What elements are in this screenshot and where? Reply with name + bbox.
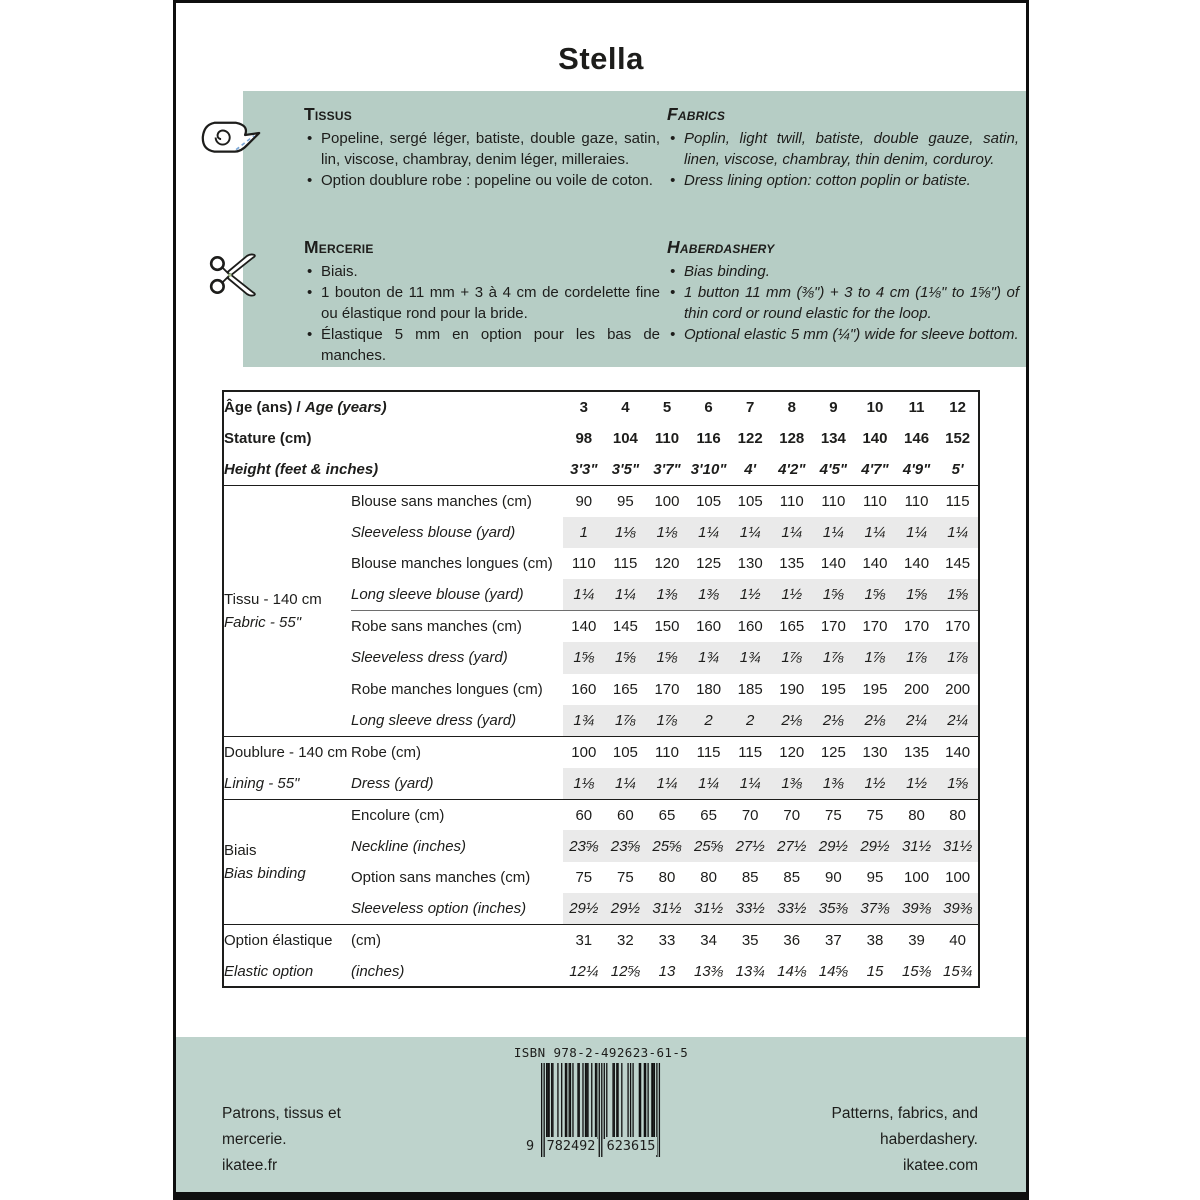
size-value-cell: 2¼ — [896, 705, 938, 736]
size-value-cell: 1¼ — [646, 768, 688, 799]
size-value-cell: 145 — [605, 611, 647, 642]
size-value-cell: 110 — [646, 736, 688, 767]
row-label: Neckline (inches) — [351, 837, 467, 855]
size-value-cell: 29½ — [813, 830, 855, 861]
size-value-cell: 2⅛ — [813, 705, 855, 736]
tissus-block-fr — [304, 104, 660, 191]
row-label: Robe manches longues (cm) — [351, 680, 543, 698]
size-value-cell: 1⅜ — [771, 768, 813, 799]
header-value-cell: 4'2" — [778, 460, 806, 478]
size-value-cell: 120 — [654, 555, 680, 573]
size-value-cell: 1⅝ — [896, 579, 938, 610]
row-label: Sleeveless blouse (yard) — [351, 523, 516, 541]
header-value-cell: 122 — [737, 429, 763, 447]
size-value-cell: 130 — [737, 555, 763, 573]
row-label: Blouse manches longues (cm) — [351, 555, 553, 573]
row-label: Sleeveless option (inches) — [351, 900, 527, 918]
section-label: Lining - 55" — [224, 774, 300, 792]
size-value-cell: 100 — [563, 736, 605, 767]
fabrics-block-en — [667, 104, 1019, 191]
header-label-cell: Stature (cm) — [224, 429, 312, 447]
size-value-cell: 1⅞ — [605, 705, 647, 736]
header-value-cell: 11 — [908, 398, 925, 416]
size-value-cell: 170 — [937, 611, 979, 642]
isbn-label: ISBN 978-2-492623-61-5 — [513, 1045, 689, 1060]
size-value-cell: 200 — [945, 680, 971, 698]
fabrics-bullets — [667, 128, 1019, 191]
section-label: Tissu - 140 cm Fabric - 55" — [223, 485, 351, 736]
size-value-cell: 100 — [945, 869, 971, 887]
fabrics-heading: Fabrics — [667, 104, 726, 124]
size-value-cell: 170 — [854, 611, 896, 642]
header-value-cell: 8 — [787, 398, 796, 416]
size-value-cell: 115 — [688, 736, 730, 767]
size-value-cell: 1¼ — [605, 768, 647, 799]
size-value-cell: 1⅜ — [688, 579, 730, 610]
size-value-cell: 150 — [646, 611, 688, 642]
header-value-cell: 3 — [579, 398, 588, 416]
size-value-cell: 170 — [654, 680, 680, 698]
size-value-cell: 80 — [700, 869, 717, 887]
size-value-cell: 25⅝ — [646, 830, 688, 861]
materials-info-box — [243, 91, 1026, 367]
fabric-roll-icon — [199, 112, 263, 172]
header-value-cell: 7 — [746, 398, 755, 416]
size-value-cell: 14⅝ — [818, 962, 848, 980]
size-value-cell: 1½ — [771, 579, 813, 610]
footer-right-text — [832, 1101, 978, 1179]
size-value-cell: 38 — [854, 925, 896, 956]
size-value-cell: 1⅝ — [646, 642, 688, 673]
header-label-cell: Height (feet & inches) — [224, 460, 379, 478]
header-value-cell: 110 — [654, 429, 680, 447]
size-value-cell: 29½ — [563, 893, 605, 924]
header-value-cell: 12 — [949, 398, 966, 416]
size-value-cell: 90 — [825, 869, 842, 887]
size-value-cell: 160 — [571, 680, 597, 698]
size-value-cell: 1⅛ — [605, 517, 647, 548]
size-value-cell: 90 — [563, 485, 605, 516]
header-value-cell: 3'3" — [570, 460, 598, 478]
size-value-cell: 31½ — [646, 893, 688, 924]
mercerie-bullets — [304, 261, 660, 366]
size-value-cell: 80 — [896, 799, 938, 830]
size-value-cell: 60 — [605, 799, 647, 830]
size-value-cell: 1⅞ — [813, 642, 855, 673]
list-item: ikatee.fr — [222, 1157, 278, 1174]
row-label: Robe sans manches (cm) — [351, 611, 563, 642]
size-value-cell: 1¼ — [729, 768, 771, 799]
size-value-cell: 75 — [854, 799, 896, 830]
header-value-cell: 146 — [904, 429, 930, 447]
header-value-cell: 134 — [820, 429, 846, 447]
size-value-cell: 165 — [612, 680, 638, 698]
list-item: mercerie. — [222, 1131, 287, 1148]
table-header-row — [223, 454, 979, 485]
size-value-cell: 1¼ — [854, 517, 896, 548]
size-value-cell: 1½ — [729, 579, 771, 610]
table-row — [223, 799, 979, 830]
row-label: Dress (yard) — [351, 774, 434, 792]
row-label: Blouse sans manches (cm) — [351, 485, 563, 516]
size-value-cell: 65 — [688, 799, 730, 830]
size-value-cell: 1¼ — [563, 579, 605, 610]
size-value-cell: 13 — [658, 962, 676, 980]
header-value-cell: 4' — [744, 460, 757, 478]
size-value-cell: 23⅝ — [605, 830, 647, 861]
size-value-cell: 31½ — [937, 830, 979, 861]
header-label-cell: Âge (ans) / Age (years) — [224, 398, 387, 416]
list-item: • Popeline, sergé léger, batiste, double gaze, satin, lin, viscose, chambray, denim léger, milleraies. — [304, 128, 660, 170]
section-label: Biais Bias binding — [223, 799, 351, 925]
size-value-cell: 29½ — [854, 830, 896, 861]
size-value-cell: 1⅛ — [646, 517, 688, 548]
barcode — [526, 1063, 661, 1159]
table-row — [223, 736, 979, 767]
mercerie-heading: Mercerie — [304, 237, 374, 257]
size-value-cell: 1¼ — [688, 517, 730, 548]
size-value-cell: 180 — [696, 680, 722, 698]
size-value-cell: 15¾ — [943, 962, 973, 980]
row-label: Long sleeve dress (yard) — [351, 711, 517, 729]
row-label: Robe (cm) — [351, 736, 563, 767]
size-value-cell: 1⅝ — [813, 579, 855, 610]
size-value-cell: 130 — [854, 736, 896, 767]
size-value-cell: 100 — [904, 869, 930, 887]
size-value-cell: 1¼ — [771, 517, 813, 548]
list-item: • 1 bouton de 11 mm + 3 à 4 cm de cordelette fine ou élastique rond pour la bride. — [304, 282, 660, 324]
section-label: Option élastique — [223, 925, 351, 956]
header-value-cell: 128 — [779, 429, 805, 447]
size-value-cell: 200 — [904, 680, 930, 698]
row-label: (cm) — [351, 925, 563, 956]
size-value-cell: 140 — [820, 555, 846, 573]
size-value-cell: 165 — [771, 611, 813, 642]
section-label: Doublure - 140 cm — [223, 736, 351, 767]
size-value-cell: 15⅜ — [901, 962, 932, 980]
size-value-cell: 35⅜ — [813, 893, 855, 924]
list-item: • Dress lining option: cotton poplin or batiste. — [667, 170, 1019, 191]
size-value-cell: 1¼ — [813, 517, 855, 548]
size-value-cell: 27½ — [771, 830, 813, 861]
header-value-cell: 5' — [951, 460, 964, 478]
row-label: (inches) — [351, 962, 405, 980]
size-value-cell: 1¼ — [688, 768, 730, 799]
size-value-cell: 35 — [729, 925, 771, 956]
list-item: Patterns, fabrics, and — [831, 1105, 978, 1122]
size-value-cell: 33 — [646, 925, 688, 956]
header-value-cell: 98 — [575, 429, 593, 447]
size-value-cell: 39⅜ — [937, 893, 979, 924]
table-header-row — [223, 391, 979, 422]
size-value-cell: 70 — [729, 799, 771, 830]
size-value-cell: 12⅝ — [610, 962, 640, 980]
list-item: Patrons, tissus et — [222, 1105, 341, 1122]
size-value-cell: 135 — [896, 736, 938, 767]
size-value-cell: 1½ — [896, 768, 938, 799]
size-value-cell: 31½ — [896, 830, 938, 861]
size-value-cell: 34 — [688, 925, 730, 956]
size-value-cell: 2 — [729, 705, 771, 736]
size-value-cell: 1¾ — [563, 705, 605, 736]
size-value-cell: 140 — [862, 555, 888, 573]
header-value-cell: 5 — [662, 398, 672, 416]
size-value-cell: 110 — [771, 485, 813, 516]
size-value-cell: 32 — [605, 925, 647, 956]
header-value-cell: 6 — [704, 398, 713, 416]
size-value-cell: 23⅝ — [563, 830, 605, 861]
size-value-cell: 36 — [771, 925, 813, 956]
size-value-cell: 40 — [937, 925, 979, 956]
size-value-cell: 1⅝ — [563, 642, 605, 673]
size-value-cell: 1⅞ — [896, 642, 938, 673]
size-value-cell: 140 — [563, 611, 605, 642]
size-value-cell: 2⅛ — [771, 705, 813, 736]
size-value-cell: 125 — [696, 555, 722, 573]
size-value-cell: 1⅜ — [813, 768, 855, 799]
size-value-cell: 37 — [813, 925, 855, 956]
size-value-cell: 1¼ — [937, 517, 979, 548]
size-value-cell: 170 — [896, 611, 938, 642]
table-row — [223, 768, 979, 799]
size-value-cell: 33½ — [771, 893, 813, 924]
table-row — [223, 485, 979, 516]
size-value-cell: 60 — [563, 799, 605, 830]
size-value-cell: 1⅝ — [937, 579, 979, 610]
mercerie-block-fr — [304, 237, 660, 366]
list-item: • Bias binding. — [667, 261, 1019, 282]
haberdashery-bullets — [667, 261, 1019, 345]
size-value-cell: 115 — [729, 736, 771, 767]
header-value-cell: 3'10" — [690, 460, 727, 478]
size-value-cell: 12¼ — [569, 962, 599, 980]
size-table-body — [223, 391, 979, 987]
size-value-cell: 75 — [575, 869, 593, 887]
size-value-cell: 1¾ — [688, 642, 730, 673]
size-value-cell: 195 — [862, 680, 888, 698]
size-value-cell: 31 — [563, 925, 605, 956]
size-value-cell: 15 — [866, 962, 884, 980]
barcode-digits-right: 623615 — [606, 1138, 656, 1154]
size-value-cell: 80 — [658, 869, 676, 887]
size-value-cell: 170 — [813, 611, 855, 642]
size-value-cell: 185 — [737, 680, 763, 698]
size-value-cell: 1⅛ — [563, 768, 605, 799]
size-value-cell: 75 — [617, 869, 634, 887]
size-value-cell: 140 — [904, 555, 930, 573]
scissors-icon — [207, 248, 259, 302]
size-value-cell: 195 — [820, 680, 846, 698]
size-value-cell: 1¼ — [729, 517, 771, 548]
footer-left-text — [222, 1101, 341, 1179]
size-value-cell: 31½ — [688, 893, 730, 924]
size-value-cell: 70 — [771, 799, 813, 830]
row-label: Option sans manches (cm) — [351, 869, 531, 887]
pattern-title: Stella — [558, 41, 644, 76]
size-value-cell: 75 — [813, 799, 855, 830]
list-item: • Élastique 5 mm en option pour les bas de manches. — [304, 324, 660, 366]
section-label: Elastic option — [224, 962, 314, 980]
footer-band — [176, 1037, 1026, 1192]
barcode-digits-left: 782492 — [546, 1138, 596, 1154]
header-value-cell: 140 — [862, 429, 888, 447]
size-value-cell: 13¾ — [735, 962, 765, 980]
size-value-cell: 2⅛ — [854, 705, 896, 736]
haberdashery-heading: Haberdashery — [667, 237, 775, 257]
barcode-block — [491, 1045, 711, 1159]
list-item: • Option doublure robe : popeline ou voile de coton. — [304, 170, 660, 191]
size-value-cell: 100 — [646, 485, 688, 516]
size-value-cell: 115 — [937, 485, 979, 516]
size-value-cell: 110 — [854, 485, 896, 516]
list-item: ikatee.com — [903, 1157, 978, 1174]
size-value-cell: 2 — [688, 705, 730, 736]
list-item: • Optional elastic 5 mm (¼") wide for sleeve bottom. — [667, 324, 1019, 345]
size-value-cell: 105 — [729, 485, 771, 516]
header-value-cell: 116 — [696, 429, 721, 447]
header-value-cell: 9 — [829, 398, 838, 416]
size-value-cell: 145 — [945, 555, 971, 573]
size-value-cell: 39 — [896, 925, 938, 956]
barcode-digit-first: 9 — [526, 1138, 535, 1154]
row-label: Encolure (cm) — [351, 799, 563, 830]
size-value-cell: 13⅜ — [693, 962, 724, 980]
size-value-cell: 65 — [646, 799, 688, 830]
size-value-cell: 110 — [571, 555, 596, 573]
size-value-cell: 1¼ — [896, 517, 938, 548]
table-header-row — [223, 422, 979, 453]
size-value-cell: 160 — [729, 611, 771, 642]
size-value-cell: 37⅜ — [854, 893, 896, 924]
header-value-cell: 4'9" — [902, 460, 931, 478]
size-value-cell: 140 — [937, 736, 979, 767]
header-value-cell: 3'7" — [653, 460, 681, 478]
size-value-cell: 1¼ — [605, 579, 647, 610]
size-value-cell: 115 — [613, 555, 638, 573]
size-value-cell: 85 — [783, 869, 801, 887]
header-value-cell: 4'7" — [861, 460, 889, 478]
size-value-cell: 1⅞ — [771, 642, 813, 673]
size-value-cell: 1¾ — [729, 642, 771, 673]
row-label: Sleeveless dress (yard) — [351, 649, 508, 667]
header-value-cell: 104 — [612, 429, 638, 447]
table-row — [223, 925, 979, 956]
size-chart-table — [222, 390, 980, 988]
size-value-cell: 29½ — [605, 893, 647, 924]
header-value-cell: 3'5" — [611, 460, 640, 478]
size-value-cell: 1⅝ — [854, 579, 896, 610]
size-value-cell: 160 — [688, 611, 730, 642]
tissus-heading: Tissus — [304, 104, 352, 124]
row-label: Long sleeve blouse (yard) — [351, 586, 524, 604]
size-value-cell: 39⅜ — [896, 893, 938, 924]
pattern-envelope-back — [173, 0, 1029, 1200]
size-value-cell: 1⅞ — [937, 642, 979, 673]
size-value-cell: 1⅝ — [937, 768, 979, 799]
size-value-cell: 85 — [741, 869, 759, 887]
size-value-cell: 105 — [605, 736, 647, 767]
size-value-cell: 80 — [937, 799, 979, 830]
header-value-cell: 4'5" — [819, 460, 848, 478]
size-value-cell: 27½ — [729, 830, 771, 861]
header-value-cell: 152 — [945, 429, 971, 447]
list-item: • Poplin, light twill, batiste, double gauze, satin, linen, viscose, chambray, thin denim, corduroy. — [667, 128, 1019, 170]
size-value-cell: 14⅛ — [777, 962, 807, 980]
size-value-cell: 1⅝ — [605, 642, 647, 673]
size-value-cell: 95 — [866, 869, 884, 887]
list-item: • Biais. — [304, 261, 660, 282]
size-value-cell: 135 — [779, 555, 805, 573]
tissus-bullets — [304, 128, 660, 191]
size-value-cell: 1⅜ — [646, 579, 688, 610]
haberdashery-block-en — [667, 237, 1019, 345]
list-item: • 1 button 11 mm (⅜") + 3 to 4 cm (1⅛" to 1⅝") of thin cord or round elastic for the loop. — [667, 282, 1019, 324]
header-value-cell: 10 — [866, 398, 884, 416]
header-value-cell: 4 — [621, 398, 630, 416]
size-value-cell: 110 — [813, 485, 855, 516]
size-value-cell: 33½ — [729, 893, 771, 924]
size-value-cell: 190 — [779, 680, 805, 698]
size-value-cell: 105 — [688, 485, 730, 516]
list-item: haberdashery. — [880, 1131, 978, 1148]
size-value-cell: 125 — [813, 736, 855, 767]
size-value-cell: 120 — [771, 736, 813, 767]
size-value-cell: 95 — [605, 485, 647, 516]
size-value-cell: 1 — [563, 517, 605, 548]
size-value-cell: 2¼ — [937, 705, 979, 736]
size-value-cell: 25⅝ — [688, 830, 730, 861]
size-value-cell: 110 — [896, 485, 938, 516]
table-row — [223, 956, 979, 987]
size-value-cell: 1⅞ — [854, 642, 896, 673]
size-value-cell: 1½ — [854, 768, 896, 799]
size-value-cell: 1⅞ — [646, 705, 688, 736]
